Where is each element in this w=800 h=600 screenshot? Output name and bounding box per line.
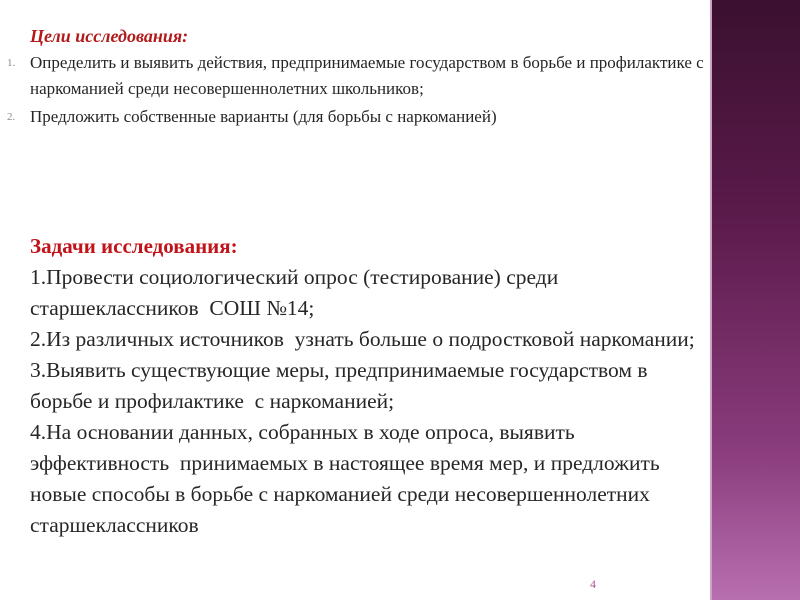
tasks-list [30,262,710,541]
task-item: 3.Выявить существующие меры, предпринимаемые государством в борьбе и профилактике с наркоманией; [30,358,653,413]
tasks-title: Задачи исследования: [30,234,238,258]
task-item: 4.На основании данных, собранных в ходе опроса, выявить эффективность принимаемых в настоящее время мер, и предложить новые способы в борьбе с наркоманией среди несовершеннолетних старшеклассников [30,420,666,537]
goal-text: Определить и выявить действия, предпринимаемые государством в борьбе и профилактике с наркоманией среди несовершеннолетних школьников; [30,53,704,98]
task-item: 1.Провести социологический опрос (тестирование) среди старшеклассников СОШ №14; [30,265,564,320]
goal-text: Предложить собственные варианты (для борьбы с наркоманией) [30,107,497,126]
goal-number: 1. [7,57,16,69]
page-number: 4 [590,577,596,591]
goal-number: 2. [7,111,16,123]
task-item: 2.Из различных источников узнать больше о подростковой наркомании; [30,327,695,351]
goals-title: Цели исследования: [30,26,189,46]
